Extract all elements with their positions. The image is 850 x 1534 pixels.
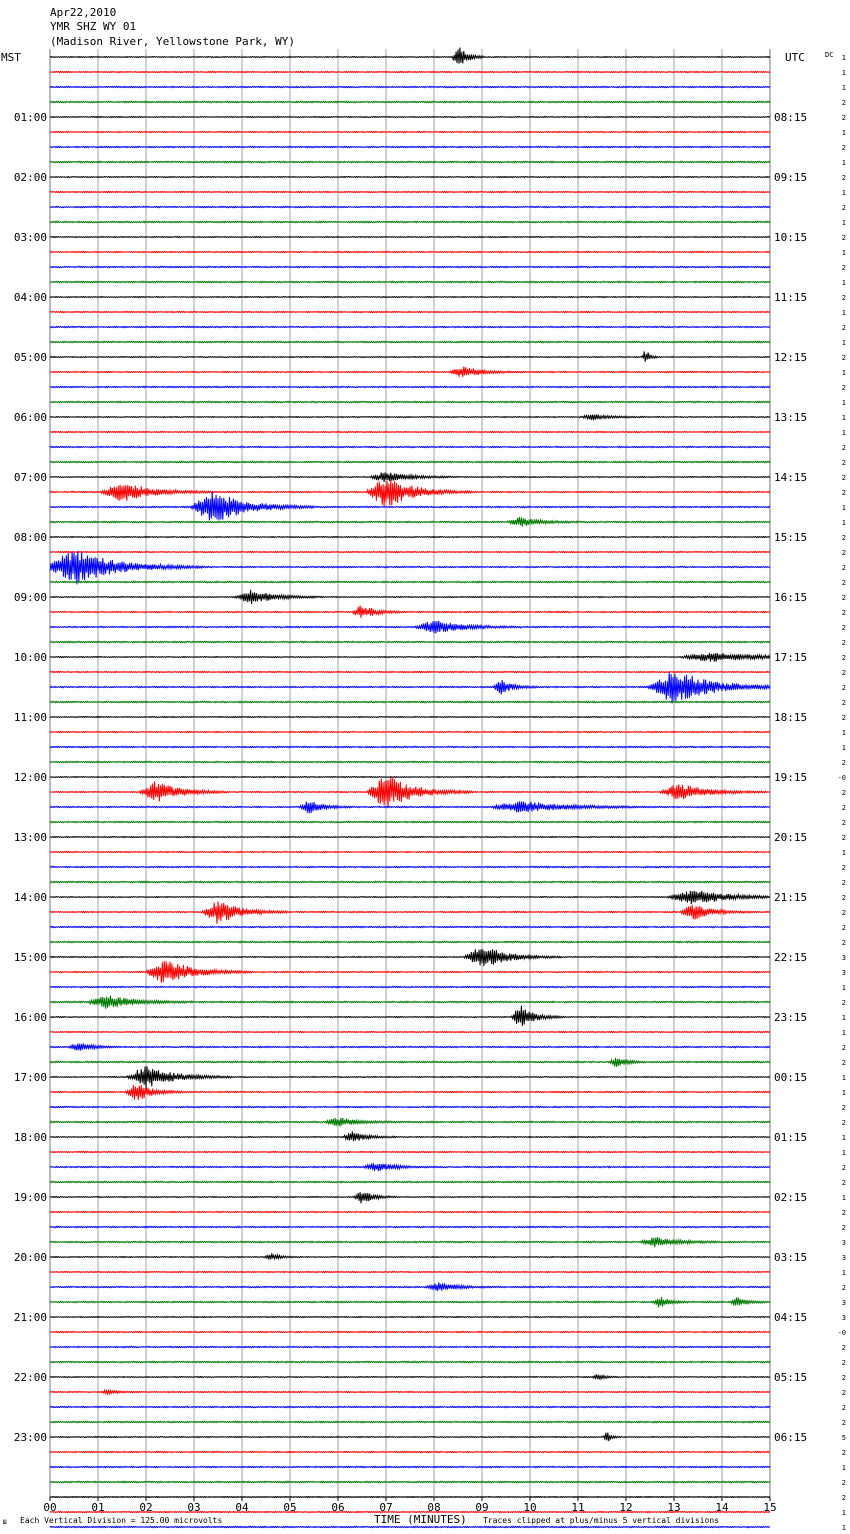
- trace-line: [50, 1118, 770, 1127]
- dc-offset-value: 2: [841, 684, 846, 692]
- trace-line: [50, 1390, 770, 1394]
- dc-offset-value: 2: [841, 444, 846, 452]
- dc-offset-value: 2: [841, 1044, 846, 1052]
- right-timezone-label: UTC: [785, 51, 805, 64]
- dc-offset-value: 1: [841, 729, 846, 737]
- trace-line: [50, 717, 770, 718]
- trace-line: [50, 801, 770, 813]
- dc-offset-value: 1: [841, 1074, 846, 1082]
- trace-line: [50, 446, 770, 447]
- trace-line: [50, 1481, 770, 1482]
- dc-offset-value: 2: [841, 534, 846, 542]
- trace-line: [50, 821, 770, 822]
- dc-offset-value: 1: [841, 69, 846, 77]
- dc-offset-value: 1: [841, 219, 846, 227]
- hour-label-utc: 19:15: [774, 771, 808, 784]
- trace-line: [50, 1181, 770, 1182]
- hour-label-mst: 14:00: [13, 891, 47, 904]
- trace-line: [50, 746, 770, 747]
- trace-line: [50, 537, 770, 538]
- dc-offset-value: 2: [841, 549, 846, 557]
- trace-line: [50, 415, 770, 421]
- trace-line: [50, 131, 770, 132]
- x-tick-label: 01: [91, 1501, 105, 1514]
- dc-offset-value: 3: [841, 1254, 846, 1262]
- hour-label-mst: 21:00: [13, 1311, 47, 1324]
- trace-line: [50, 672, 770, 703]
- dc-offset-value: 2: [841, 879, 846, 887]
- trace-line: [50, 492, 770, 521]
- dc-offset-value: 1: [841, 1194, 846, 1202]
- x-tick-label: 13: [667, 1501, 681, 1514]
- dc-offset-value: 1: [841, 1014, 846, 1022]
- dc-offset-value: 2: [841, 789, 846, 797]
- trace-line: [50, 926, 770, 927]
- dc-offset-value: 2: [841, 459, 846, 467]
- dc-offset-value: 2: [841, 939, 846, 947]
- trace-line: [50, 1253, 770, 1259]
- hour-label-mst: 07:00: [13, 471, 47, 484]
- trace-line: [50, 590, 770, 604]
- trace-line: [50, 1106, 770, 1107]
- dc-offset-value: 2: [841, 489, 846, 497]
- dc-offset-value: 1: [841, 339, 846, 347]
- dc-offset-value: 2: [841, 924, 846, 932]
- x-tick-label: 06: [331, 1501, 345, 1514]
- dc-offset-value: 1: [841, 189, 846, 197]
- hour-label-utc: 10:15: [774, 231, 808, 244]
- trace-line: [50, 1526, 770, 1527]
- trace-line: [50, 1421, 770, 1422]
- trace-line: [50, 961, 770, 983]
- mst-hour-labels: [14, 111, 47, 1444]
- dc-offset-value: 1: [841, 429, 846, 437]
- trace-line: [50, 901, 770, 923]
- hour-label-utc: 13:15: [774, 411, 808, 424]
- trace-line: [50, 949, 770, 966]
- trace-line: [50, 1066, 770, 1088]
- dc-offset-value: 2: [841, 1059, 846, 1067]
- dc-offset-value: 1: [841, 1524, 846, 1532]
- x-tick-label: 10: [523, 1501, 537, 1514]
- dc-offset-value: 2: [841, 999, 846, 1007]
- dc-offset-value: 1: [841, 1134, 846, 1142]
- trace-line: [50, 701, 770, 702]
- hour-label-utc: 11:15: [774, 291, 808, 304]
- trace-line: [50, 1085, 770, 1100]
- dc-offset-value: 1: [841, 159, 846, 167]
- hour-label-mst: 20:00: [13, 1251, 47, 1264]
- dc-offset-value: 2: [841, 474, 846, 482]
- trace-line: [50, 653, 770, 662]
- station-code: YMR SHZ WY 01: [50, 20, 137, 33]
- dc-offset-value: 2: [841, 624, 846, 632]
- hour-label-mst: 23:00: [13, 1431, 47, 1444]
- dc-offset-value: 1: [841, 1029, 846, 1037]
- dc-offset-value: 2: [841, 1344, 846, 1352]
- dc-offset-value: 2: [841, 234, 846, 242]
- x-tick-label: 00: [43, 1501, 57, 1514]
- hour-label-mst: 05:00: [13, 351, 47, 364]
- trace-line: [50, 101, 770, 102]
- dc-offset-value: 2: [841, 144, 846, 152]
- dc-offset-value: 2: [841, 1404, 846, 1412]
- clip-note: Traces clipped at plus/minus 5 vertical divisions: [483, 1516, 720, 1525]
- dc-offset-value: 2: [841, 639, 846, 647]
- dc-offset-value: 1: [841, 849, 846, 857]
- dc-offset-value: 1: [841, 309, 846, 317]
- trace-line: [50, 1361, 770, 1362]
- dc-offset-header: DC: [825, 51, 834, 59]
- trace-line: [50, 1058, 770, 1067]
- trace-line: [50, 48, 770, 64]
- x-tick-label: 02: [139, 1501, 153, 1514]
- trace-line: [50, 777, 770, 778]
- hour-label-utc: 23:15: [774, 1011, 808, 1024]
- dc-offset-value: 2: [841, 654, 846, 662]
- dc-offset-value: 1: [841, 249, 846, 257]
- dc-offset-value: 2: [841, 714, 846, 722]
- hour-label-mst: 10:00: [13, 651, 47, 664]
- dc-offset-value: 2: [841, 324, 846, 332]
- dc-offset-value: 3: [841, 969, 846, 977]
- trace-line: [50, 1192, 770, 1203]
- hour-label-mst: 01:00: [13, 111, 47, 124]
- dc-offset-value: 2: [841, 1419, 846, 1427]
- hour-label-utc: 18:15: [774, 711, 808, 724]
- dc-offset-value: -0: [837, 1329, 846, 1337]
- utc-hour-labels: [774, 111, 807, 1444]
- trace-line: [50, 621, 770, 634]
- trace-line: [50, 1226, 770, 1227]
- dc-offset-value: 2: [841, 294, 846, 302]
- hour-label-mst: 04:00: [13, 291, 47, 304]
- dc-offset-value: 2: [841, 759, 846, 767]
- dc-offset-value: 1: [841, 414, 846, 422]
- dc-offset-value: 2: [841, 1104, 846, 1112]
- x-tick-label: 08: [427, 1501, 441, 1514]
- trace-line: [50, 177, 770, 178]
- hour-label-utc: 16:15: [774, 591, 808, 604]
- trace-line: [50, 605, 770, 618]
- trace-line: [50, 986, 770, 987]
- trace-line: [50, 341, 770, 342]
- dc-offset-value: 3: [841, 954, 846, 962]
- dc-offset-value: 2: [841, 354, 846, 362]
- trace-line: [50, 881, 770, 882]
- dc-offset-column: [838, 54, 846, 1534]
- hour-label-mst: 03:00: [13, 231, 47, 244]
- trace-line: [50, 551, 770, 584]
- hour-label-mst: 18:00: [13, 1131, 47, 1144]
- dc-offset-value: 2: [841, 834, 846, 842]
- dc-offset-value: 2: [841, 1479, 846, 1487]
- trace-line: [50, 1031, 770, 1032]
- trace-line: [50, 866, 770, 867]
- x-tick-label: 04: [235, 1501, 249, 1514]
- dc-offset-value: 2: [841, 1494, 846, 1502]
- trace-line: [50, 351, 770, 361]
- dc-offset-value: 2: [841, 1164, 846, 1172]
- dc-offset-value: 2: [841, 909, 846, 917]
- trace-line: [50, 761, 770, 762]
- trace-line: [50, 206, 770, 207]
- trace-line: [50, 641, 770, 642]
- x-tick-label: 03: [187, 1501, 201, 1514]
- dc-offset-value: -0: [837, 774, 846, 782]
- x-tick-label: 07: [379, 1501, 393, 1514]
- dc-offset-value: 1: [841, 1089, 846, 1097]
- dc-offset-value: 2: [841, 174, 846, 182]
- trace-line: [50, 517, 770, 527]
- trace-line: [50, 237, 770, 238]
- trace-line: [50, 1271, 770, 1272]
- hour-label-utc: 00:15: [774, 1071, 808, 1084]
- corner-mark: Ш: [3, 1519, 7, 1526]
- hour-label-utc: 17:15: [774, 651, 808, 664]
- hour-label-utc: 03:15: [774, 1251, 808, 1264]
- x-tick-label: 11: [571, 1501, 585, 1514]
- trace-line: [50, 191, 770, 192]
- hour-label-utc: 04:15: [774, 1311, 808, 1324]
- dc-offset-value: 1: [841, 399, 846, 407]
- dc-offset-value: 1: [841, 1269, 846, 1277]
- dc-offset-value: 2: [841, 579, 846, 587]
- x-axis-label: TIME (MINUTES): [374, 1513, 467, 1526]
- trace-line: [50, 1151, 770, 1152]
- hour-label-mst: 09:00: [13, 591, 47, 604]
- trace-line: [50, 837, 770, 838]
- hour-label-utc: 08:15: [774, 111, 808, 124]
- dc-offset-value: 2: [841, 264, 846, 272]
- trace-line: [50, 297, 770, 298]
- hour-label-utc: 22:15: [774, 951, 808, 964]
- dc-offset-value: 5: [841, 1434, 846, 1442]
- hour-label-mst: 13:00: [13, 831, 47, 844]
- dc-offset-value: 2: [841, 204, 846, 212]
- dc-offset-value: 2: [841, 1179, 846, 1187]
- x-tick-label: 12: [619, 1501, 633, 1514]
- hour-label-utc: 14:15: [774, 471, 808, 484]
- dc-offset-value: 2: [841, 699, 846, 707]
- dc-offset-value: 2: [841, 1119, 846, 1127]
- hour-label-mst: 22:00: [13, 1371, 47, 1384]
- hour-label-utc: 15:15: [774, 531, 808, 544]
- dc-offset-value: 1: [841, 504, 846, 512]
- trace-line: [50, 1433, 770, 1442]
- dc-offset-value: 2: [841, 1374, 846, 1382]
- dc-offset-value: 3: [841, 1239, 846, 1247]
- trace-line: [50, 281, 770, 282]
- dc-offset-value: 2: [841, 564, 846, 572]
- trace-line: [50, 1451, 770, 1452]
- hour-label-mst: 16:00: [13, 1011, 47, 1024]
- hour-label-utc: 05:15: [774, 1371, 808, 1384]
- trace-line: [50, 161, 770, 162]
- trace-line: [50, 311, 770, 312]
- trace-line: [50, 581, 770, 582]
- hour-label-mst: 12:00: [13, 771, 47, 784]
- hour-label-mst: 11:00: [13, 711, 47, 724]
- dc-offset-value: 2: [841, 99, 846, 107]
- trace-line: [50, 1374, 770, 1379]
- trace-line: [50, 731, 770, 732]
- trace-line: [50, 86, 770, 87]
- trace-line: [50, 996, 770, 1009]
- dc-offset-value: 2: [841, 894, 846, 902]
- dc-offset-value: 3: [841, 1299, 846, 1307]
- trace-line: [50, 431, 770, 432]
- dc-offset-value: 2: [841, 114, 846, 122]
- dc-offset-value: 3: [841, 1314, 846, 1322]
- trace-line: [50, 251, 770, 252]
- dc-offset-value: 1: [841, 84, 846, 92]
- hour-label-utc: 09:15: [774, 171, 808, 184]
- dc-offset-value: 2: [841, 384, 846, 392]
- trace-line: [50, 1331, 770, 1332]
- dc-offset-value: 2: [841, 1224, 846, 1232]
- trace-line: [50, 401, 770, 402]
- trace-line: [50, 1006, 770, 1026]
- left-timezone-label: MST: [1, 51, 21, 64]
- hour-label-mst: 08:00: [13, 531, 47, 544]
- hour-label-mst: 19:00: [13, 1191, 47, 1204]
- trace-line: [50, 551, 770, 552]
- dc-offset-value: 2: [841, 819, 846, 827]
- hour-label-utc: 21:15: [774, 891, 808, 904]
- dc-offset-value: 2: [841, 609, 846, 617]
- trace-line: [50, 1132, 770, 1142]
- trace-line: [50, 117, 770, 118]
- trace-line: [50, 1466, 770, 1467]
- trace-line: [50, 941, 770, 942]
- hour-label-mst: 17:00: [13, 1071, 47, 1084]
- hour-label-utc: 20:15: [774, 831, 808, 844]
- trace-line: [50, 851, 770, 852]
- dc-offset-value: 1: [841, 1509, 846, 1517]
- x-tick-label: 09: [475, 1501, 489, 1514]
- trace-line: [50, 1346, 770, 1347]
- dc-offset-value: 2: [841, 1449, 846, 1457]
- dc-offset-value: 1: [841, 519, 846, 527]
- dc-offset-value: 1: [841, 54, 846, 62]
- trace-line: [50, 71, 770, 72]
- hour-label-utc: 12:15: [774, 351, 808, 364]
- dc-offset-value: 1: [841, 1149, 846, 1157]
- trace-line: [50, 777, 770, 807]
- dc-offset-value: 2: [841, 804, 846, 812]
- hour-label-mst: 15:00: [13, 951, 47, 964]
- dc-offset-value: 1: [841, 1464, 846, 1472]
- dc-offset-value: 2: [841, 1359, 846, 1367]
- dc-offset-value: 2: [841, 669, 846, 677]
- dc-offset-value: 2: [841, 1389, 846, 1397]
- dc-offset-value: 1: [841, 279, 846, 287]
- trace-line: [50, 461, 770, 462]
- trace-line: [50, 367, 770, 377]
- dc-offset-value: 1: [841, 129, 846, 137]
- x-tick-label: 15: [763, 1501, 777, 1514]
- x-tick-label: 05: [283, 1501, 297, 1514]
- trace-line: [50, 1163, 770, 1171]
- dc-offset-value: 1: [841, 369, 846, 377]
- trace-line: [50, 221, 770, 222]
- seismic-traces: [50, 48, 770, 1534]
- scale-note: Each Vertical Division = 125.00 microvolts: [20, 1516, 223, 1525]
- trace-line: [50, 1211, 770, 1212]
- trace-line: [50, 266, 770, 267]
- hour-label-utc: 01:15: [774, 1131, 808, 1144]
- trace-line: [50, 473, 770, 483]
- station-location: (Madison River, Yellowstone Park, WY): [50, 35, 296, 48]
- dc-offset-value: 1: [841, 744, 846, 752]
- hour-label-utc: 02:15: [774, 1191, 808, 1204]
- trace-line: [50, 671, 770, 672]
- dc-offset-value: 2: [841, 1209, 846, 1217]
- hour-label-utc: 06:15: [774, 1431, 808, 1444]
- dc-offset-value: 2: [841, 594, 846, 602]
- dc-offset-value: 1: [841, 984, 846, 992]
- record-date: Apr22,2010: [50, 6, 117, 19]
- trace-line: [50, 1043, 770, 1050]
- trace-line: [50, 891, 770, 904]
- trace-line: [50, 480, 770, 506]
- dc-offset-value: 2: [841, 1284, 846, 1292]
- trace-line: [50, 1317, 770, 1318]
- hour-label-mst: 06:00: [13, 411, 47, 424]
- trace-line: [50, 1297, 770, 1307]
- trace-line: [50, 1282, 770, 1291]
- hour-label-mst: 02:00: [13, 171, 47, 184]
- trace-line: [50, 386, 770, 387]
- trace-line: [50, 326, 770, 327]
- x-tick-label: 14: [715, 1501, 729, 1514]
- trace-line: [50, 1406, 770, 1407]
- trace-line: [50, 1237, 770, 1247]
- trace-line: [50, 146, 770, 147]
- dc-offset-value: 2: [841, 864, 846, 872]
